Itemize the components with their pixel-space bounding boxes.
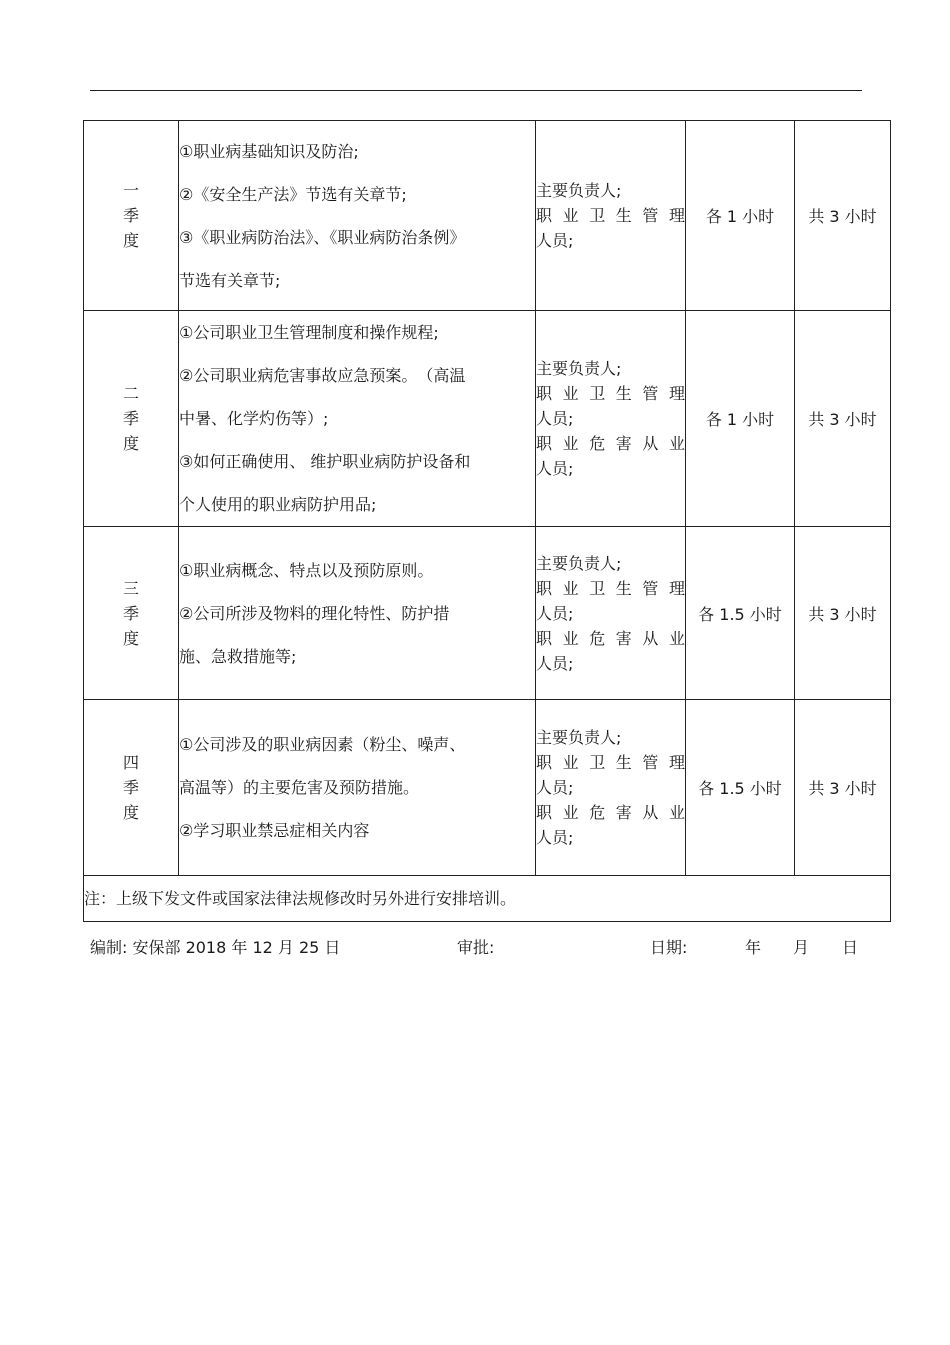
hours-each-cell: 各 1.5 小时	[686, 527, 795, 700]
trainee-line: 主要负责人;	[536, 728, 622, 747]
date-day: 日	[842, 938, 859, 957]
quarter-char: 一	[122, 181, 139, 200]
quarter-char: 季	[122, 409, 139, 428]
table-row	[84, 311, 891, 527]
trainee-line: 主要负责人;	[536, 553, 622, 573]
header-rule	[90, 90, 862, 91]
trainee-line: 职 业 卫 生 管 理	[536, 753, 685, 772]
hours-total-cell: 共 3 小时	[795, 311, 891, 527]
trainee-line: 人员;	[536, 778, 574, 797]
trainee-line: 主要负责人;	[536, 359, 622, 378]
training-content-cell	[179, 700, 536, 876]
approval-label: 审批:	[457, 938, 495, 957]
note-cell: 注：上级下发文件或国家法律法规修改时另外进行安排培训。	[84, 876, 891, 922]
quarter-char: 度	[122, 803, 139, 822]
quarter-char: 度	[122, 231, 139, 250]
training-content-cell	[179, 121, 536, 311]
table-row	[84, 527, 891, 700]
trainee-line: 职 业 卫 生 管 理	[536, 578, 685, 598]
trainees-cell	[536, 311, 686, 527]
trainee-line: 人员;	[536, 828, 574, 847]
trainee-line: 人员;	[536, 653, 574, 673]
trainee-line: 人员;	[536, 231, 574, 250]
content-line: 高温等）的主要危害及预防措施。	[179, 778, 420, 797]
trainee-line: 人员;	[536, 603, 574, 623]
hours-total-cell: 共 3 小时	[795, 121, 891, 311]
table-row	[84, 121, 891, 311]
content-line: 施、急救措施等;	[179, 646, 297, 666]
trainee-line: 人员;	[536, 409, 574, 428]
training-content-cell	[179, 527, 536, 700]
content-line: ①公司职业卫生管理制度和操作规程;	[179, 323, 439, 342]
date-year: 年	[745, 938, 762, 957]
date-label: 日期:	[650, 938, 688, 957]
content-line: 中暑、化学灼伤等）;	[179, 409, 329, 428]
date-month: 月	[793, 938, 810, 957]
training-plan-table	[83, 120, 891, 922]
hours-total-cell: 共 3 小时	[795, 527, 891, 700]
quarter-char: 四	[122, 753, 139, 772]
content-line: 个人使用的职业病防护用品;	[179, 495, 377, 514]
quarter-cell	[84, 121, 179, 311]
content-line: ③《职业病防治法》、《职业病防治条例》	[179, 227, 466, 247]
quarter-char: 季	[122, 778, 139, 797]
trainees-cell	[536, 700, 686, 876]
quarter-char: 季	[122, 603, 139, 623]
footer-signature-line	[90, 935, 870, 959]
content-line: ②学习职业禁忌症相关内容	[179, 821, 370, 840]
trainee-line: 主要负责人;	[536, 181, 622, 200]
prepared-by: 编制: 安保部 2018 年 12 月 25 日	[90, 938, 341, 957]
quarter-char: 三	[122, 578, 139, 598]
trainee-line: 职 业 卫 生 管 理	[536, 206, 685, 225]
content-line: ①公司涉及的职业病因素（粉尘、噪声、	[179, 735, 466, 754]
trainee-line: 职 业 危 害 从 业	[536, 803, 685, 822]
content-line: ①职业病概念、特点以及预防原则。	[179, 560, 434, 580]
table-row	[84, 700, 891, 876]
hours-total-cell: 共 3 小时	[795, 700, 891, 876]
content-line: ②公司所涉及物料的理化特性、防护措	[179, 603, 450, 623]
content-line: ①职业病基础知识及防治;	[179, 141, 359, 161]
trainee-line: 职 业 危 害 从 业	[536, 434, 685, 453]
quarter-char: 度	[122, 434, 139, 453]
content-line: 节选有关章节;	[179, 270, 281, 290]
quarter-cell	[84, 527, 179, 700]
training-content-cell	[179, 311, 536, 527]
quarter-cell	[84, 700, 179, 876]
trainees-cell	[536, 527, 686, 700]
content-line: ②公司职业病危害事故应急预案。 （高温	[179, 366, 466, 385]
quarter-char: 二	[122, 384, 139, 403]
trainee-line: 职 业 危 害 从 业	[536, 628, 685, 648]
trainee-line: 职 业 卫 生 管 理	[536, 384, 685, 403]
table-body	[84, 121, 891, 922]
hours-each-cell: 各 1 小时	[686, 121, 795, 311]
content-line: ②《安全生产法》节选有关章节;	[179, 184, 407, 204]
content-line: ③如何正确使用、 维护职业病防护设备和	[179, 452, 471, 471]
trainees-cell	[536, 121, 686, 311]
quarter-char: 季	[122, 206, 139, 225]
quarter-cell	[84, 311, 179, 527]
trainee-line: 人员;	[536, 459, 574, 478]
hours-each-cell: 各 1.5 小时	[686, 700, 795, 876]
hours-each-cell: 各 1 小时	[686, 311, 795, 527]
note-row	[84, 876, 891, 922]
quarter-char: 度	[122, 628, 139, 648]
